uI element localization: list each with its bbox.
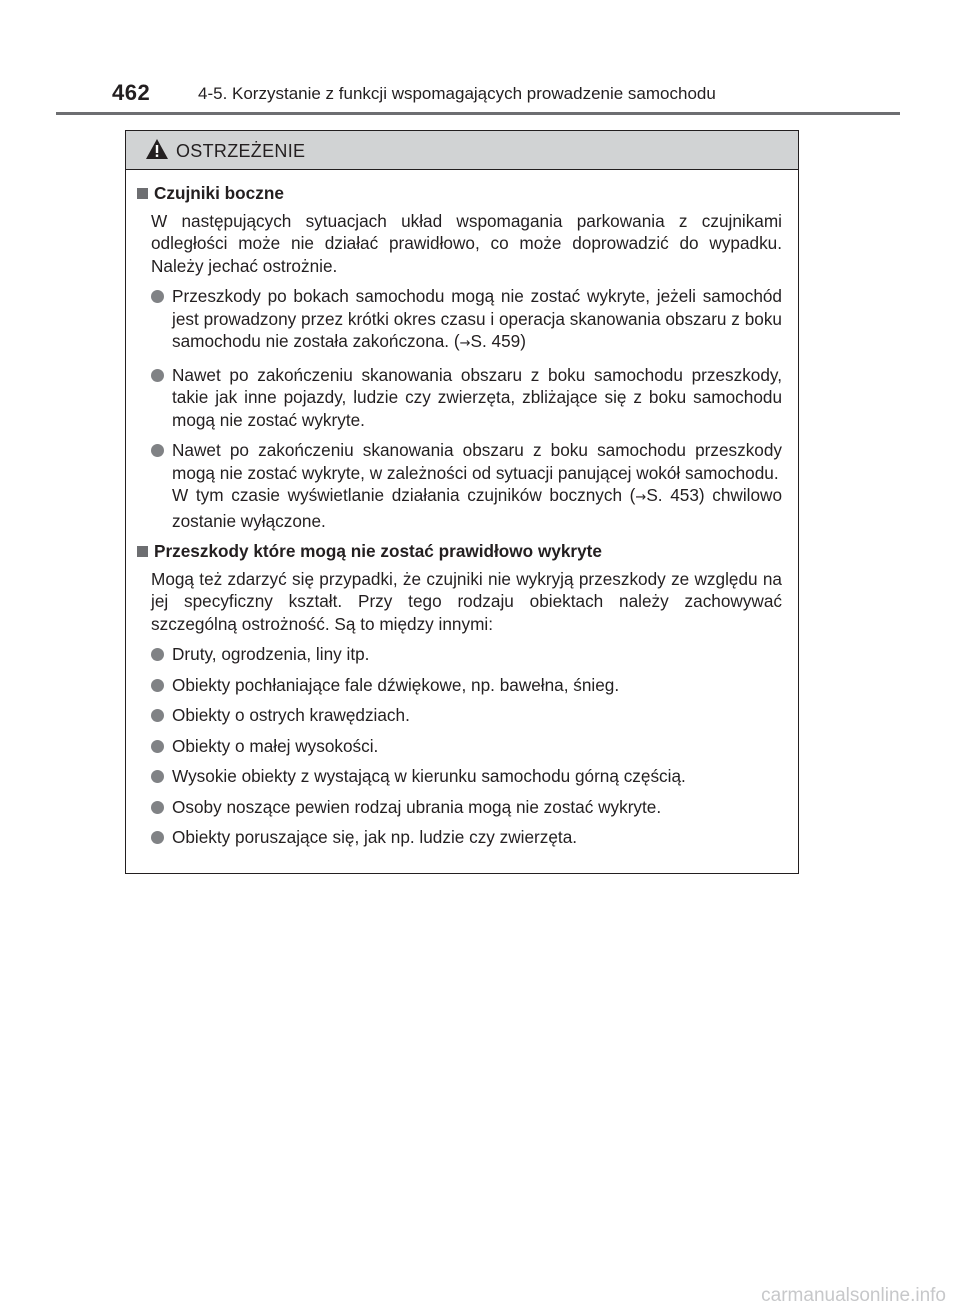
section-heading-undetected-obstacles <box>137 540 782 563</box>
bullet-text: Przeszkody po bokach samochodu mogą nie zostać wykryte, jeżeli samochód jest prowadzony przez krótki okres czasu i operacja skanowania obszaru z boku samochodu nie została zakończona. ( <box>172 286 782 351</box>
chapter-title: 4-5. Korzystanie z funkcji wspomagających prowadzenie samochodu <box>198 84 716 103</box>
header-divider <box>56 112 900 115</box>
page-reference: S. 459) <box>470 331 526 351</box>
page-number: 462 <box>112 80 151 105</box>
list-item-text: Druty, ogrodzenia, liny itp. <box>172 644 370 664</box>
warning-title: OSTRZEŻENIE <box>176 141 306 161</box>
list-item <box>151 704 782 727</box>
arrow-right-icon: → <box>635 490 647 505</box>
square-bullet-icon <box>137 546 148 557</box>
section-intro: W następujących sytuacjach układ wspomagania parkowania z czujnikami odległości może nie działać prawidłowo, co może doprowadzić do wypadku. Należy jechać ostrożnie. <box>151 210 782 276</box>
list-item <box>151 674 782 697</box>
page-header <box>0 0 960 120</box>
round-bullet-icon <box>151 801 164 814</box>
list-item-text: Osoby noszące pewien rodzaj ubrania mogą nie zostać wykryte. <box>172 796 662 817</box>
warning-body <box>126 170 798 849</box>
list-item <box>151 796 782 819</box>
round-bullet-icon <box>151 831 164 844</box>
round-bullet-icon <box>151 444 164 457</box>
list-item <box>151 364 782 432</box>
bullet-subparagraph <box>172 484 782 532</box>
list-item <box>151 285 782 356</box>
list-item-text <box>172 285 782 356</box>
round-bullet-icon <box>151 679 164 692</box>
list-item <box>151 735 782 758</box>
round-bullet-icon <box>151 369 164 382</box>
section-intro: Mogą też zdarzyć się przypadki, że czujniki nie wykryją przeszkody ze względu na jej specyficzny kształt. Przy tego rodzaju obiektach należy zachowywać szczególną ostrożność. Są to między innymi: <box>151 568 782 634</box>
list-item <box>151 826 782 849</box>
round-bullet-icon <box>151 770 164 783</box>
round-bullet-icon <box>151 709 164 722</box>
round-bullet-icon <box>151 740 164 753</box>
warning-triangle-icon <box>145 138 169 160</box>
round-bullet-icon <box>151 290 164 303</box>
list-item-text: Nawet po zakończeniu skanowania obszaru z boku samochodu przeszkody, takie jak inne pojazdy, ludzie czy zwierzęta, zbliżające się z boku samochodu mogą nie zostać wykryte. <box>172 364 782 430</box>
list-item-text <box>172 439 782 532</box>
warning-box <box>125 130 799 874</box>
round-bullet-icon <box>151 648 164 661</box>
list-item <box>151 643 782 666</box>
bullet-extra-text: W tym czasie wyświetlanie działania czujników bocznych ( <box>172 485 636 505</box>
square-bullet-icon <box>137 188 148 199</box>
list-item-text: Obiekty poruszające się, jak np. ludzie czy zwierzęta. <box>172 827 578 847</box>
list-item-text: Obiekty o ostrych krawędziach. <box>172 705 410 725</box>
section-heading-text: Przeszkody które mogą nie zostać prawidłowo wykryte <box>154 541 602 561</box>
watermark: carmanualsonline.info <box>761 1285 946 1306</box>
section-heading-text: Czujniki boczne <box>154 183 284 203</box>
list-item-text: Wysokie obiekty z wystającą w kierunku samochodu górną częścią. <box>172 766 686 786</box>
list-item-text: Obiekty o małej wysokości. <box>172 735 379 756</box>
list-item <box>151 765 782 788</box>
bullet-text: Nawet po zakończeniu skanowania obszaru z boku samochodu przeszkody mogą nie zostać wykryte, w zależności od sytuacji panującej wokół samochodu. <box>172 440 782 483</box>
page-reference: S. 453) chwilowo zostanie wyłączone. <box>172 485 783 531</box>
warning-header <box>126 131 798 170</box>
section-heading-side-sensors <box>137 182 782 205</box>
list-item-text: Obiekty pochłaniające fale dźwiękowe, np. bawełna, śnieg. <box>172 674 620 695</box>
arrow-right-icon: → <box>459 336 471 351</box>
list-item <box>151 439 782 532</box>
